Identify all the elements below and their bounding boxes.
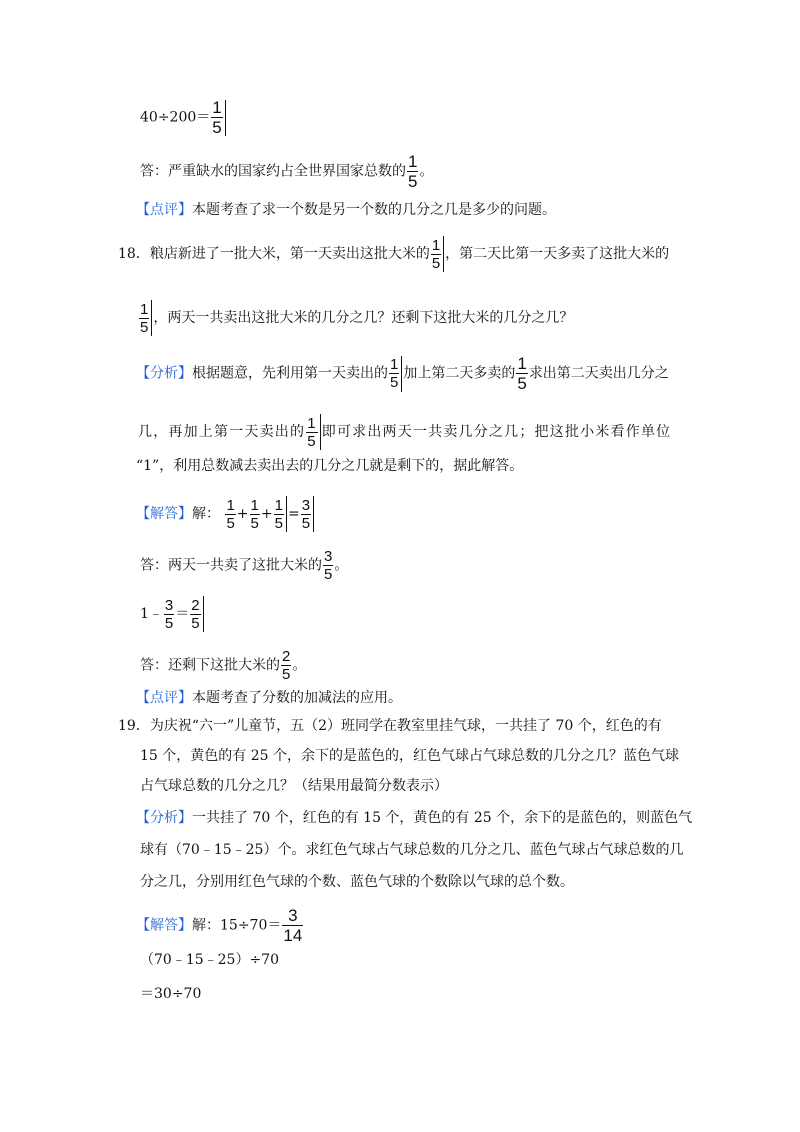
analysis-18-line-1 [136, 354, 669, 393]
question-text: ，第二天比第一天多卖了这批大米的 [445, 246, 670, 262]
answer-text: 答：还剩下这批大米的 [140, 657, 280, 674]
denominator: 5 [226, 514, 235, 532]
fraction [139, 301, 149, 336]
analysis-tag: 【分析】 [136, 810, 192, 826]
denominator: 5 [301, 514, 311, 532]
solution-18-answer-2 [140, 648, 306, 683]
question-number: 18． [118, 246, 150, 262]
fraction [211, 98, 222, 137]
punct: 。 [334, 557, 349, 574]
fraction [281, 648, 291, 683]
question-18-line-2 [138, 300, 573, 336]
denominator: 5 [212, 118, 222, 137]
question-number: 19． [118, 718, 150, 734]
denominator: 5 [250, 514, 259, 532]
numerator: 1 [517, 354, 527, 373]
denominator: 5 [274, 514, 283, 532]
fraction [164, 597, 174, 632]
question-18-line-1 [118, 236, 669, 272]
fraction [190, 597, 200, 632]
analysis-text: 求出第二天卖出几分之 [528, 365, 669, 382]
calc-text: 40÷200＝ [140, 109, 211, 126]
line-answer-water [140, 152, 433, 191]
numerator: 3 [164, 596, 174, 614]
fraction [274, 497, 284, 532]
plus-sign: + [236, 506, 249, 522]
fraction-cursor-bar [225, 100, 226, 136]
punct: 。 [292, 657, 307, 674]
numerator: 1 [212, 98, 222, 117]
line-calc-40-200 [140, 98, 227, 137]
solution-19-line-3 [140, 984, 201, 1004]
question-text: 为庆祝“六一”儿童节，五（2）班同学在教室里挂气球，一共挂了 70 个，红色的有 [149, 718, 662, 734]
analysis-text: 即可求出两天一共卖几分之几；把这批小米看作单位 [321, 424, 672, 440]
solution-lead: 解：15÷70＝ [192, 917, 282, 934]
question-text: 粮店新进了一批大米，第一天卖出这批大米的 [149, 246, 430, 262]
question-19-line-2 [140, 746, 679, 766]
line-comment-17 [136, 200, 556, 220]
analysis-18-line-3 [136, 456, 523, 476]
fraction-cursor-bar [286, 496, 287, 532]
solution-tag: 【解答】 [136, 506, 192, 522]
fraction [516, 354, 527, 393]
comment-tag: 【点评】 [136, 690, 192, 706]
denominator: 5 [408, 172, 418, 191]
equals-sign: ＝ [175, 606, 190, 622]
numerator: 1 [226, 496, 235, 514]
equals-sign: = [287, 506, 300, 522]
fraction [301, 497, 311, 532]
analysis-text: “1”，利用总数减去卖出去的几分之几就是剩下的，据此解答。 [136, 458, 524, 474]
numerator: 2 [282, 648, 291, 665]
denominator: 5 [431, 254, 441, 272]
comment-text: 本题考查了求一个数是另一个数的几分之几是多少的问题。 [192, 202, 556, 218]
solution-19-line-1 [136, 906, 304, 945]
line-comment-18 [136, 688, 402, 708]
denominator: 5 [191, 614, 200, 632]
numerator: 1 [408, 152, 418, 171]
numerator: 3 [288, 906, 298, 925]
denominator: 14 [283, 926, 303, 945]
denominator: 5 [140, 318, 149, 336]
answer-text: 答：严重缺水的国家约占全世界国家总数的 [140, 163, 406, 180]
question-text: 占气球总数的几分之几？（结果用最简分数表示） [140, 778, 448, 794]
question-19-line-1 [118, 716, 662, 736]
analysis-19-line-3 [140, 872, 574, 892]
denominator: 5 [282, 666, 291, 683]
answer-text: 答：两天一共卖了这批大米的 [140, 557, 322, 574]
analysis-18-line-2 [138, 414, 671, 450]
plus-sign: + [260, 506, 273, 522]
calc-text: 1﹣ [140, 606, 163, 622]
fraction [250, 497, 260, 532]
question-text: 15 个，黄色的有 25 个，余下的是蓝色的，红色气球占气球总数的几分之几？蓝色气球 [140, 748, 679, 764]
fraction [282, 906, 303, 945]
solution-18-answer-1 [140, 548, 348, 583]
denominator: 5 [517, 374, 527, 393]
analysis-text: 几，再加上第一天卖出的 [138, 424, 306, 440]
fraction-cursor-bar [320, 414, 321, 450]
comment-text: 本题考查了分数的加减法的应用。 [192, 690, 402, 706]
solution-19-line-2 [140, 950, 279, 970]
analysis-text: 根据题意，先利用第一天卖出的 [192, 365, 388, 382]
punct: 。 [419, 163, 434, 180]
fraction [323, 548, 333, 583]
solution-tag: 【解答】 [136, 917, 192, 934]
question-text: ，两天一共卖出这批大米的几分之几？还剩下这批大米的几分之几？ [153, 310, 574, 326]
analysis-text: 球有（70﹣15﹣25）个。求红色气球占气球总数的几分之几、蓝色气球占气球总数的几 [140, 842, 684, 858]
numerator: 2 [191, 596, 200, 614]
numerator: 1 [140, 300, 149, 318]
denominator: 5 [390, 374, 399, 391]
numerator: 1 [307, 414, 317, 432]
calc-text: ＝30÷70 [140, 986, 202, 1002]
numerator: 3 [301, 496, 311, 514]
fraction-cursor-bar [203, 596, 204, 632]
question-19-line-3 [140, 776, 448, 796]
fraction [389, 356, 399, 391]
fraction [431, 237, 441, 272]
numerator: 1 [274, 496, 283, 514]
fraction [407, 152, 418, 191]
denominator: 5 [164, 614, 174, 632]
analysis-tag: 【分析】 [136, 365, 192, 382]
analysis-text: 分之几，分别用红色气球的个数、蓝色气球的个数除以气球的总个数。 [140, 874, 574, 890]
solution-lead: 解： [192, 506, 220, 522]
numerator: 1 [390, 356, 399, 373]
numerator: 1 [250, 496, 259, 514]
analysis-19-line-1 [136, 808, 692, 828]
numerator: 3 [324, 548, 333, 565]
fraction [306, 415, 318, 450]
denominator: 5 [307, 432, 317, 450]
analysis-19-line-2 [140, 840, 683, 860]
analysis-text: 加上第二天多卖的 [403, 365, 516, 382]
fraction-cursor-bar [313, 496, 314, 532]
solution-18-equation-2 [140, 596, 205, 632]
analysis-text: 一共挂了 70 个，红色的有 15 个，黄色的有 25 个，余下的是蓝色的，则蓝色气 [192, 810, 693, 826]
comment-tag: 【点评】 [136, 202, 192, 218]
solution-18-equation [136, 496, 315, 532]
denominator: 5 [324, 566, 333, 583]
calc-text: （70﹣15﹣25）÷70 [140, 952, 279, 968]
fraction [225, 497, 235, 532]
numerator: 1 [431, 236, 441, 254]
